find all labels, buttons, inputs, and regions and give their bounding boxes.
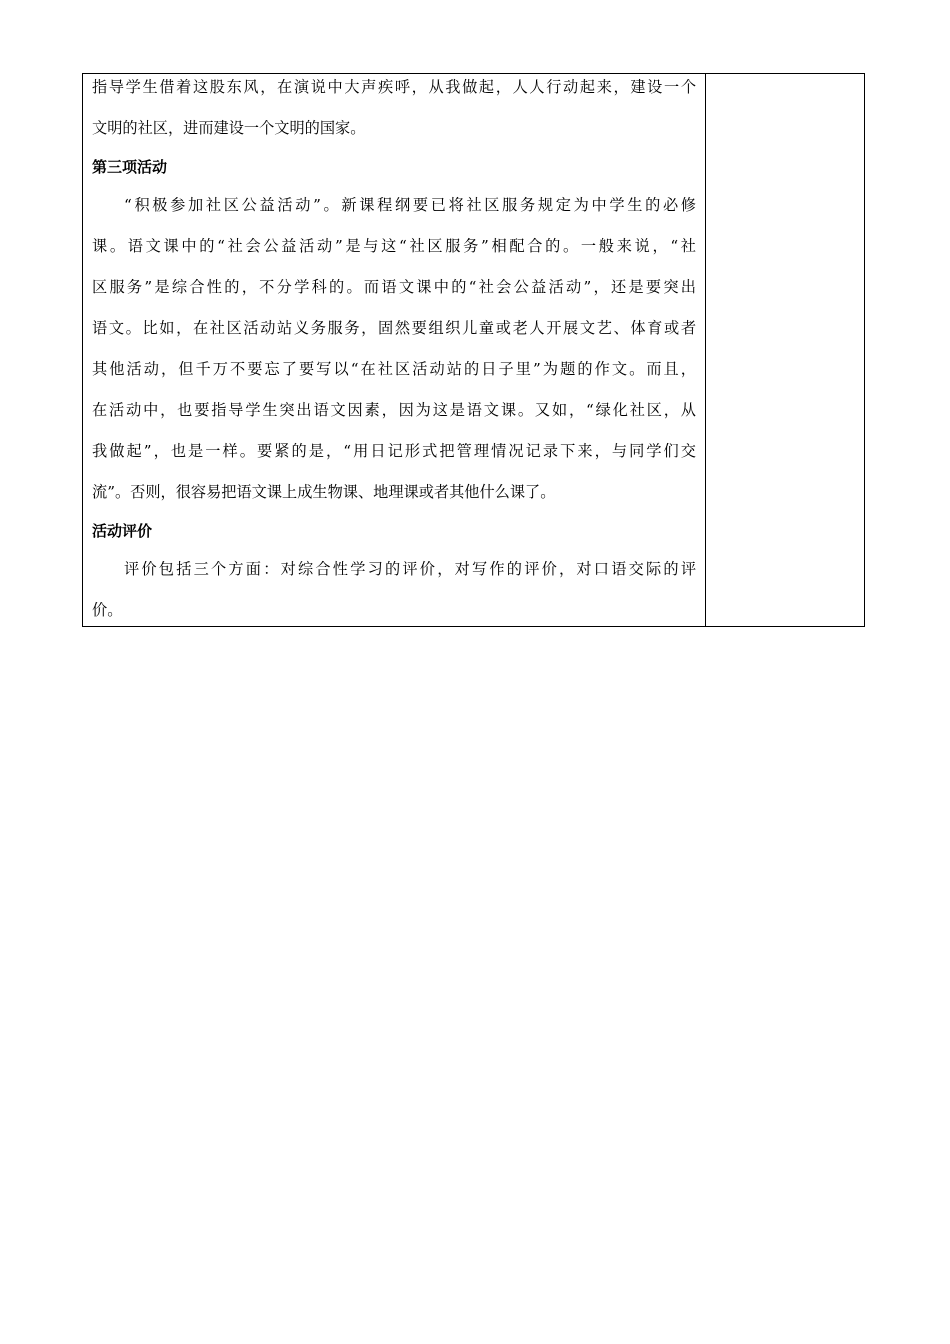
- intro-line: 文明的社区，进而建设一个文明的国家。: [92, 119, 366, 137]
- paragraph-line: “积极参加社区公益活动”。新课程纲要已将社区服务规定为中学生的必修: [124, 196, 696, 214]
- paragraph-line: 我做起”，也是一样。要紧的是，“用日记形式把管理情况记录下来，与同学们交: [92, 442, 696, 460]
- paragraph-line: 其他活动，但千万不要忘了要写以“在社区活动站的日子里”为题的作文。而且，: [92, 360, 696, 378]
- paragraph-line: 在活动中，也要指导学生突出语文因素，因为这是语文课。又如，“绿化社区，从: [92, 401, 696, 419]
- paragraph-line: 评价包括三个方面：对综合性学习的评价，对写作的评价，对口语交际的评: [124, 560, 696, 578]
- paragraph-line: 课。语文课中的“社会公益活动”是与这“社区服务”相配合的。一般来说，“社: [92, 237, 696, 255]
- paragraph-line: 价。: [92, 601, 123, 619]
- lesson-plan-table: [82, 73, 865, 627]
- intro-line: 指导学生借着这股东风，在演说中大声疾呼，从我做起，人人行动起来，建设一个: [92, 78, 696, 96]
- paragraph-line: 区服务”是综合性的，不分学科的。而语文课中的“社会公益活动”，还是要突出: [92, 278, 696, 296]
- paragraph-line: 语文。比如，在社区活动站义务服务，固然要组织儿童或老人开展文艺、体育或者: [92, 319, 696, 337]
- section-heading-activity-3: 第三项活动: [92, 158, 168, 176]
- content-cell: [83, 74, 706, 626]
- notes-cell: [706, 74, 864, 626]
- section-heading-evaluation: 活动评价: [92, 522, 153, 540]
- paragraph-line: 流”。否则，很容易把语文课上成生物课、地理课或者其他什么课了。: [92, 483, 556, 501]
